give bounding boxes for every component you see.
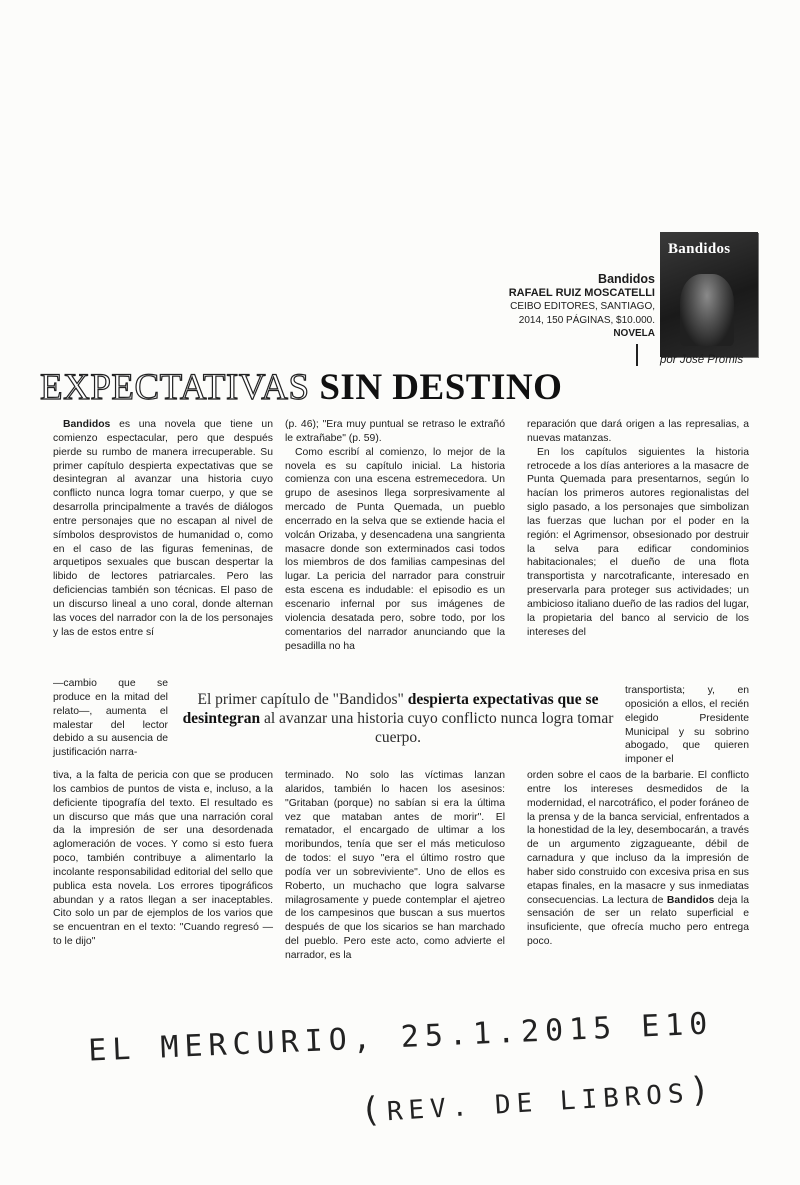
paragraph-text: orden sobre el caos de la barbarie. El conflicto entre los intereses desmedidos de la modernidad, el narcotráfico, el poder foráneo de la prensa y de la banca servicial, enfrentados a la honestidad de la ley, desembocarán, a través de un argumento zigzagueante, débil de carnadura y que incluso da la impresión de haber sido construido con excesiva prisa en sus etapas finales, en la masacre y sus inmediatas consecuencias. La lectura de bbox=[527, 770, 749, 906]
pull-quote-emphasis: despierta expectativas que se desintegran bbox=[182, 691, 599, 727]
article-column-2-bottom bbox=[285, 769, 505, 963]
article-column-3-bottom bbox=[527, 769, 749, 949]
book-title: Bandidos bbox=[598, 272, 655, 286]
paragraph-text: deja la sensación de ser un relato superficial e insuficiente, que ofrecía mucho pero entrega poco. bbox=[527, 894, 749, 948]
paragraph-text: es una novela que tiene un comienzo espectacular, pero que después pierde su rumbo de manera irrecuperable. Su primer capítulo despierta expectativas que se desintegran al avanzar una historia cuyo conflicto nunca logra tomar cuerpo, y que se desarrolla principalmente a través de diálogos entre personajes que no escapan al nivel de símbolos desprovistos de humanidad o, como en el caso de las figuras femeninas, de arquetipos sexuales que buscan despertar la libido de lectores patriarcales. Pero las deficiencias también son técnicas. El paso de un discurso lineal a uno coral, donde alternan las voces del narrador con la de los personajes y las de estos entre sí bbox=[53, 419, 273, 638]
headline-part-bold: SIN DESTINO bbox=[319, 367, 563, 408]
article-column-3-narrow bbox=[625, 684, 749, 767]
pull-quote bbox=[178, 690, 618, 747]
lead-book-name: Bandidos bbox=[63, 419, 111, 430]
article-column-1-narrow bbox=[53, 677, 168, 760]
paragraph-text: —cambio que se produce en la mitad del relato—, aumenta el malestar del lector debido a su ausencia de justificación narra- bbox=[53, 678, 168, 759]
book-details: 2014, 150 PÁGINAS, $10.000. bbox=[518, 314, 655, 326]
paragraph-text: (p. 46); "Era muy puntual se retraso le extrañó le extrañabe" (p. 59). bbox=[285, 419, 505, 444]
handwritten-paren-left: ( bbox=[359, 1089, 388, 1131]
article-column-3-top bbox=[527, 418, 749, 640]
paragraph-text: tiva, a la falta de pericia con que se producen los cambios de puntos de vista e, incluso, a la deficiente tipografía del texto. El resultado es un discurso que más que una narración coral da la impresión de ser una desordenada aglomeración de voces. Y como si esto fuera poco, también contribuye a alimentarlo la incolante responsabilidad editorial del sello que publica esta novela. Los errores tipográficos abundan y a ratos llegan a ser inaceptables. Cito solo un par de ejemplos de los varios que se encuentran en el texto: "Cuando regresó —to le dijo" bbox=[53, 770, 273, 948]
book-cover-title: Bandidos bbox=[668, 241, 731, 257]
paragraph-text: transportista; y, en oposición a ellos, el recién elegido Presidente Municipal y su sobrino abogado, que quieren imponer el bbox=[625, 685, 749, 766]
book-author: RAFAEL RUIZ MOSCATELLI bbox=[508, 286, 655, 299]
byline: por José Promis bbox=[660, 354, 744, 366]
handwritten-paren-right: ) bbox=[688, 1069, 718, 1111]
paragraph-text: En los capítulos siguientes la historia retrocede a los días anteriores a la masacre de Punta Quemada para presentarnos, según lo hacían los primeros autores regionalistas del siglo pasado, a los personajes que simbolizan las fuerzas que luchan por el poder en la región: el Agrimensor, obsesionado por destruir la selva para edificar condominios habitacionales; el dueño de una flota transportista y narcotraficante, interesado en preservarla para proteger sus actividades; un ambicioso italiano dueño de las radios del lugar, la propietaria del banco al servicio de los intereses del bbox=[527, 446, 749, 638]
book-genre: NOVELA bbox=[613, 328, 655, 339]
paragraph-text: Como escribí al comienzo, lo mejor de la novela es su capítulo inicial. La historia comienza con una escena estremecedora. Un grupo de asesinos llega sorpresivamente al mercado de Punta Quemada, un pueblo encerrado en la selva que se extiende hacia el volcán Orizaba, y desencadena una sangrienta masacre donde son exterminados casi todos los miembros de dos familias campesinas del lugar. La pericia del narrador para construir esta escena es indudable: el episodio es un escenario infernal por sus imágenes de violencia desatada pero, sobre todo, por los comentarios del narrador anunciando que la pesadilla no ha bbox=[285, 446, 505, 652]
handwritten-section-note bbox=[359, 1069, 717, 1131]
book-info bbox=[509, 273, 655, 341]
book-cover-image bbox=[660, 232, 758, 357]
headline-part-outline: EXPECTATIVAS bbox=[40, 367, 310, 408]
article-column-2-top bbox=[285, 418, 505, 653]
divider-tick bbox=[636, 344, 638, 366]
book-publisher: CEIBO EDITORES, SANTIAGO, bbox=[510, 301, 655, 312]
cover-figure-illustration bbox=[680, 274, 734, 346]
article-column-1-bottom bbox=[53, 769, 273, 949]
handwritten-source-note: EL MERCURIO, 25.1.2015 E10 bbox=[87, 1006, 715, 1069]
article-column-1-top bbox=[53, 418, 273, 640]
pull-quote-intro: El primer capítulo de "Bandidos" bbox=[197, 691, 404, 708]
headline bbox=[40, 366, 562, 410]
paragraph-text: terminado. No solo las víctimas lanzan alaridos, también lo hacen los asesinos: "Gritaban (porque) no sabían si era la última vez que mataban antes de morir". El rematador, el encargado de ultimar a los moribundos, tenía que ser el más meticuloso de todos: el suyo "era el último rostro que podía ver un sobreviviente". Uno de ellos es Roberto, un muchacho que logra salvarse milagrosamente y puede contemplar el ajetreo de los campesinos que buscan a sus muertos después de que los sicarios se han marchado del pueblo. Pero este acto, como advierte el narrador, es la bbox=[285, 770, 505, 961]
handwritten-section-text: REV. DE LIBROS bbox=[386, 1078, 691, 1128]
lead-book-name: Bandidos bbox=[666, 894, 715, 906]
pull-quote-end: al avanzar una historia cuyo conflicto nunca logra tomar cuerpo. bbox=[263, 710, 614, 746]
paragraph-text: reparación que dará origen a las represalias, a nuevas matanzas. bbox=[527, 419, 749, 444]
